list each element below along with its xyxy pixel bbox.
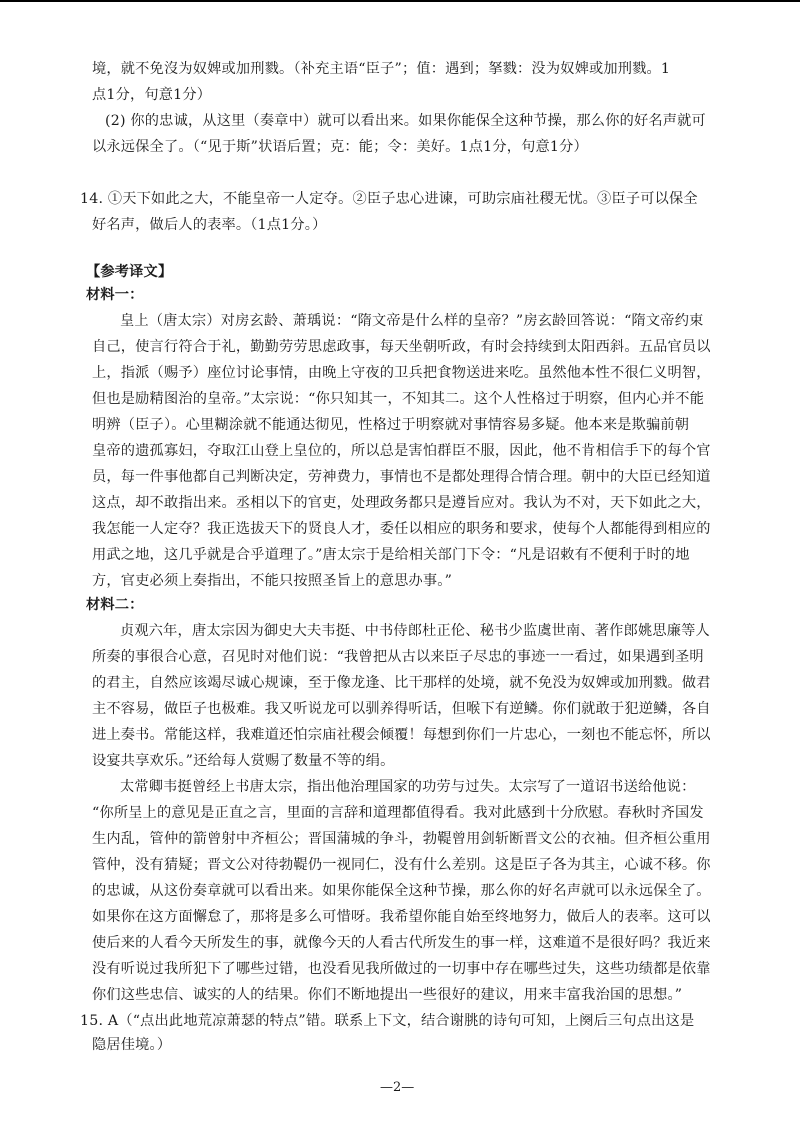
- material-one-heading: 材料一：: [86, 287, 144, 303]
- answer-15-line: 隐居佳境。）: [92, 1037, 172, 1053]
- text-line: 这点，却不敢指出来。丞相以下的官吏，处理政务都只是遵旨应对。我认为不对，天下如此之大，: [92, 495, 711, 511]
- text-line: 上，指派（赐予）座位讨论事情，由晚上守夜的卫兵把食物送进来吃。虽然他本性不很仁义明智，: [92, 365, 711, 381]
- answer-15-line: 15. A（“点出此地荒凉萧瑟的特点”错。联系上下文，结合谢朓的诗句可知，上阕后三句点出这是: [80, 1013, 695, 1029]
- text-line: 没有听说过我所犯下了哪些过错，也没看见我所做过的一切事中存在哪些过失，这些功绩都是依靠: [92, 961, 711, 977]
- text-line: 自己，使言行符合于礼，勤勤劳劳思虑政事，每天坐朝听政，有时会持续到太阳西斜。五品官员以: [92, 339, 711, 355]
- answer-14-line: 14. ①天下如此之大，不能皇帝一人定夺。②臣子忠心进谏，可助宗庙社稷无忧。③臣子可以保全: [80, 191, 698, 207]
- text-line: 我怎能一人定夺？我正选拔天下的贤良人才，委任以相应的职务和要求，使每个人都能得到相应的: [92, 521, 711, 537]
- text-line: 境，就不免沒为奴婢或加刑戮。（补充主语“臣子”；值：遇到；拏戮：没为奴婢或加刑戮。1: [92, 61, 671, 77]
- text-line: “你所呈上的意见是正直之言，里面的言辞和道理都值得看。我对此感到十分欣慰。春秋时齐国发: [92, 805, 704, 821]
- text-line: 太常卿韦挺曾经上书唐太宗，指出他治理国家的功劳与过失。太宗写了一道诏书送给他说：: [120, 779, 696, 795]
- text-line: 的君主，自然应该竭尽诚心规谏，至于像龙逢、比干那样的处境，就不免没为奴婢或加刑戮。做君: [92, 675, 711, 691]
- text-line: 的忠诚，从这份奏章就可以看出来。如果你能保全这种节操，那么你的好名声就可以永远保全了。: [92, 883, 711, 899]
- text-line: 你们这些忠信、诚实的人的结果。你们不断地提出一些很好的建议，用来丰富我治国的思想。”: [92, 987, 683, 1003]
- text-line: 如果你在这方面懈怠了，那将是多么可惜呀。我希望你能自始至终地努力，做后人的表率。这可以: [92, 909, 711, 925]
- text-line: 使后来的人看今天所发生的事，就像今天的人看古代所发生的事一样，这难道不是很好吗？我近来: [92, 935, 711, 951]
- text-line: 所奏的事很合心意，召见时对他们说：“我曾把从古以来臣子尽忠的事迹一一看过，如果遇到圣明: [92, 649, 704, 665]
- text-line: 点1分，句意1分）: [92, 87, 212, 103]
- text-line: 明辨（臣子）。心里糊涂就不能通达彻见，性格过于明察就对事情容易多疑。他本来是欺骗前朝: [92, 417, 690, 433]
- text-line: 进上奏书。常能这样，我难道还怕宗庙社稷会倾覆！每想到你们一片忠心，一刻也不能忘怀，所以: [92, 727, 711, 743]
- top-rule: [0, 0, 800, 2]
- text-line: 以永远保全了。（“见于斯”状语后置；克：能；令：美好。1点1分，句意1分）: [92, 139, 588, 155]
- text-line: 员，每一件事他都自己判断决定，劳神费力，事情也不是都处理得合情合理。朝中的大臣已经知道: [92, 469, 711, 485]
- text-line: 方，官吏必须上奏指出，不能只按照圣旨上的意思办事。”: [92, 573, 453, 589]
- text-line: (2) 你的忠诚，从这里（奏章中）就可以看出来。如果你能保全这种节操，那么你的好名声就可: [105, 113, 706, 129]
- page-number: —2—: [380, 1080, 415, 1095]
- text-line: 生内乱，管仲的箭曾射中齐桓公；晋国蒲城的争斗，勃鞮曾用剑斩断晋文公的衣袖。但齐桓公重用: [92, 831, 711, 847]
- text-line: 贞观六年，唐太宗因为御史大夫韦挺、中书侍郎杜正伦、秘书少监虞世南、著作郎姚思廉等人: [120, 623, 710, 639]
- text-line: 管仲，没有猜疑；晋文公对待勃鞮仍一视同仁，没有什么差别。这是臣子各为其主，心诚不移。你: [92, 857, 711, 873]
- material-two-heading: 材料二：: [86, 597, 144, 613]
- text-line: 主不容易，做臣子也极难。我又听说龙可以驯养得听话，但喉下有逆鳞。你们就敢于犯逆鳞，各自: [92, 701, 711, 717]
- text-line: 用武之地，这几乎就是合乎道理了。”唐太宗于是给相关部门下令：“凡是诏敕有不便利于时的地: [92, 547, 690, 563]
- text-line: 但也是励精图治的皇帝。”太宗说：“你只知其一，不知其二。这个人性格过于明察，但内心并不能: [92, 391, 705, 407]
- reference-translation-heading: 【参考译文】: [86, 264, 173, 280]
- text-line: 设宴共享欢乐。”还给每人赏赐了数量不等的绢。: [92, 753, 395, 769]
- answer-14-line: 好名声，做后人的表率。（1点1分。）: [92, 217, 327, 233]
- text-line: 皇帝的遗孤寡妇，夺取江山登上皇位的，所以总是害怕群臣不服，因此，他不肯相信手下的每个官: [92, 443, 711, 459]
- text-line: 皇上（唐太宗）对房玄龄、萧瑀说：“隋文帝是什么样的皇帝？”房玄龄回答说：“隋文帝约束: [120, 313, 704, 329]
